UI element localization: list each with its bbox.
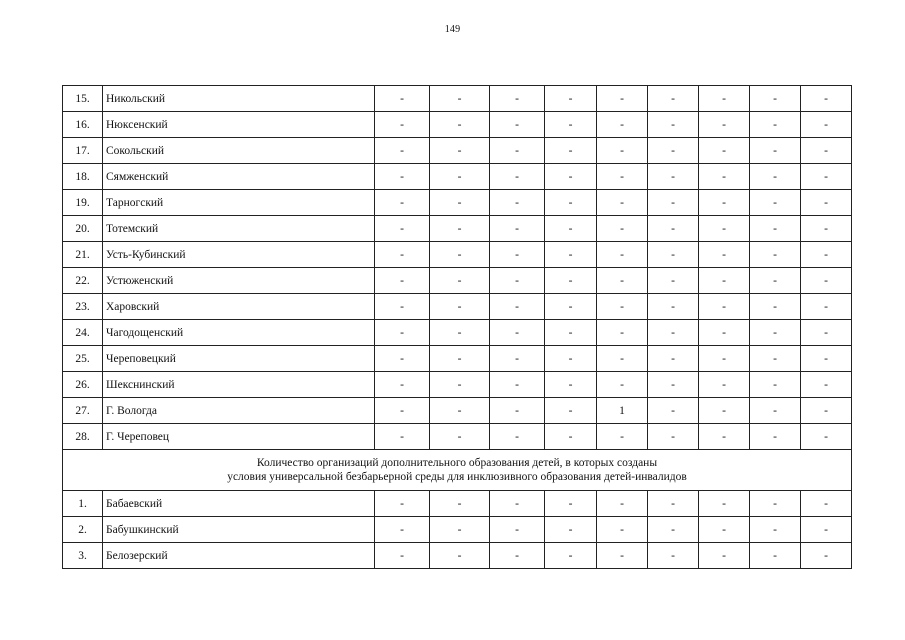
value-cell: - xyxy=(375,543,430,569)
value-cell: - xyxy=(490,543,545,569)
value-cell: - xyxy=(699,543,750,569)
row-number: 17. xyxy=(63,138,103,164)
value-cell: - xyxy=(699,190,750,216)
value-cell: - xyxy=(490,112,545,138)
value-cell: - xyxy=(699,491,750,517)
value-cell: - xyxy=(699,320,750,346)
value-cell: - xyxy=(430,543,490,569)
value-cell: - xyxy=(597,346,648,372)
value-cell: - xyxy=(597,86,648,112)
value-cell: - xyxy=(648,138,699,164)
value-cell: - xyxy=(648,491,699,517)
value-cell: - xyxy=(430,112,490,138)
table-row xyxy=(63,294,852,320)
value-cell: - xyxy=(648,517,699,543)
value-cell: - xyxy=(545,112,597,138)
value-cell: - xyxy=(801,517,852,543)
value-cell: - xyxy=(430,346,490,372)
value-cell: 1 xyxy=(597,398,648,424)
value-cell: - xyxy=(801,242,852,268)
value-cell: - xyxy=(699,86,750,112)
value-cell: - xyxy=(597,216,648,242)
section-header-cell xyxy=(63,450,852,491)
value-cell: - xyxy=(699,242,750,268)
district-name: Г. Вологда xyxy=(103,398,375,424)
district-name: Нюксенский xyxy=(103,112,375,138)
row-number: 21. xyxy=(63,242,103,268)
value-cell: - xyxy=(699,346,750,372)
table-row xyxy=(63,491,852,517)
value-cell: - xyxy=(545,517,597,543)
district-name: Тотемский xyxy=(103,216,375,242)
row-number: 3. xyxy=(63,543,103,569)
value-cell: - xyxy=(801,320,852,346)
district-table xyxy=(62,85,852,569)
value-cell: - xyxy=(597,543,648,569)
value-cell: - xyxy=(430,242,490,268)
value-cell: - xyxy=(375,491,430,517)
district-name: Шекснинский xyxy=(103,372,375,398)
value-cell: - xyxy=(375,398,430,424)
value-cell: - xyxy=(597,138,648,164)
table-body-bottom xyxy=(63,491,852,569)
value-cell: - xyxy=(490,346,545,372)
value-cell: - xyxy=(648,320,699,346)
value-cell: - xyxy=(750,424,801,450)
district-name: Бабушкинский xyxy=(103,517,375,543)
value-cell: - xyxy=(490,398,545,424)
table-row xyxy=(63,543,852,569)
value-cell: - xyxy=(699,294,750,320)
value-cell: - xyxy=(545,164,597,190)
row-number: 18. xyxy=(63,164,103,190)
value-cell: - xyxy=(648,242,699,268)
value-cell: - xyxy=(750,517,801,543)
value-cell: - xyxy=(750,216,801,242)
value-cell: - xyxy=(430,268,490,294)
value-cell: - xyxy=(597,372,648,398)
district-name: Устюженский xyxy=(103,268,375,294)
row-number: 23. xyxy=(63,294,103,320)
value-cell: - xyxy=(375,517,430,543)
value-cell: - xyxy=(597,517,648,543)
value-cell: - xyxy=(750,242,801,268)
value-cell: - xyxy=(648,424,699,450)
value-cell: - xyxy=(699,164,750,190)
value-cell: - xyxy=(490,517,545,543)
value-cell: - xyxy=(597,190,648,216)
value-cell: - xyxy=(648,294,699,320)
row-number: 15. xyxy=(63,86,103,112)
section-header-body xyxy=(63,450,852,491)
value-cell: - xyxy=(597,491,648,517)
value-cell: - xyxy=(375,372,430,398)
value-cell: - xyxy=(490,294,545,320)
value-cell: - xyxy=(801,164,852,190)
value-cell: - xyxy=(648,268,699,294)
value-cell: - xyxy=(801,424,852,450)
value-cell: - xyxy=(750,398,801,424)
value-cell: - xyxy=(699,424,750,450)
value-cell: - xyxy=(375,86,430,112)
value-cell: - xyxy=(430,164,490,190)
value-cell: - xyxy=(490,424,545,450)
value-cell: - xyxy=(430,294,490,320)
value-cell: - xyxy=(801,372,852,398)
value-cell: - xyxy=(545,543,597,569)
table-row xyxy=(63,164,852,190)
value-cell: - xyxy=(648,398,699,424)
value-cell: - xyxy=(430,398,490,424)
row-number: 19. xyxy=(63,190,103,216)
value-cell: - xyxy=(648,216,699,242)
value-cell: - xyxy=(430,372,490,398)
value-cell: - xyxy=(545,346,597,372)
value-cell: - xyxy=(375,190,430,216)
value-cell: - xyxy=(801,491,852,517)
value-cell: - xyxy=(490,138,545,164)
row-number: 22. xyxy=(63,268,103,294)
value-cell: - xyxy=(648,543,699,569)
value-cell: - xyxy=(750,320,801,346)
value-cell: - xyxy=(375,320,430,346)
page-number: 149 xyxy=(444,24,461,35)
district-name: Тарногский xyxy=(103,190,375,216)
value-cell: - xyxy=(490,242,545,268)
district-name: Бабаевский xyxy=(103,491,375,517)
value-cell: - xyxy=(430,517,490,543)
value-cell: - xyxy=(750,294,801,320)
value-cell: - xyxy=(750,164,801,190)
value-cell: - xyxy=(750,112,801,138)
value-cell: - xyxy=(648,346,699,372)
value-cell: - xyxy=(430,491,490,517)
value-cell: - xyxy=(597,242,648,268)
district-name: Г. Череповец xyxy=(103,424,375,450)
section-header-line-2: условия универсальной безбарьерной среды для инклюзивного образования детей-инвалидов xyxy=(227,471,687,483)
row-number: 1. xyxy=(63,491,103,517)
value-cell: - xyxy=(430,424,490,450)
value-cell: - xyxy=(375,138,430,164)
value-cell: - xyxy=(545,242,597,268)
value-cell: - xyxy=(545,216,597,242)
value-cell: - xyxy=(699,138,750,164)
table-row xyxy=(63,320,852,346)
value-cell: - xyxy=(801,346,852,372)
value-cell: - xyxy=(375,164,430,190)
value-cell: - xyxy=(801,216,852,242)
value-cell: - xyxy=(430,86,490,112)
table-row xyxy=(63,346,852,372)
value-cell: - xyxy=(648,190,699,216)
row-number: 24. xyxy=(63,320,103,346)
district-name: Усть-Кубинский xyxy=(103,242,375,268)
value-cell: - xyxy=(597,294,648,320)
section-header-row xyxy=(63,450,852,491)
value-cell: - xyxy=(699,372,750,398)
value-cell: - xyxy=(648,112,699,138)
value-cell: - xyxy=(490,164,545,190)
row-number: 20. xyxy=(63,216,103,242)
value-cell: - xyxy=(375,346,430,372)
table-row xyxy=(63,86,852,112)
value-cell: - xyxy=(545,320,597,346)
table-row xyxy=(63,424,852,450)
district-name: Белозерский xyxy=(103,543,375,569)
value-cell: - xyxy=(801,112,852,138)
value-cell: - xyxy=(375,242,430,268)
table-row xyxy=(63,268,852,294)
value-cell: - xyxy=(597,320,648,346)
value-cell: - xyxy=(545,86,597,112)
value-cell: - xyxy=(490,190,545,216)
value-cell: - xyxy=(750,346,801,372)
value-cell: - xyxy=(750,268,801,294)
value-cell: - xyxy=(375,112,430,138)
value-cell: - xyxy=(750,190,801,216)
value-cell: - xyxy=(750,491,801,517)
value-cell: - xyxy=(699,517,750,543)
value-cell: - xyxy=(597,424,648,450)
value-cell: - xyxy=(801,543,852,569)
value-cell: - xyxy=(801,190,852,216)
row-number: 27. xyxy=(63,398,103,424)
row-number: 26. xyxy=(63,372,103,398)
value-cell: - xyxy=(430,138,490,164)
value-cell: - xyxy=(750,86,801,112)
district-name: Никольский xyxy=(103,86,375,112)
district-name: Сямженский xyxy=(103,164,375,190)
value-cell: - xyxy=(597,268,648,294)
value-cell: - xyxy=(375,268,430,294)
value-cell: - xyxy=(699,112,750,138)
value-cell: - xyxy=(750,372,801,398)
table-row xyxy=(63,138,852,164)
row-number: 25. xyxy=(63,346,103,372)
section-header-line-1: Количество организаций дополнительного образования детей, в которых созданы xyxy=(256,457,658,469)
table-body-top xyxy=(63,86,852,450)
district-name: Череповецкий xyxy=(103,346,375,372)
district-name: Сокольский xyxy=(103,138,375,164)
value-cell: - xyxy=(801,398,852,424)
value-cell: - xyxy=(801,138,852,164)
value-cell: - xyxy=(699,268,750,294)
value-cell: - xyxy=(490,216,545,242)
value-cell: - xyxy=(545,398,597,424)
value-cell: - xyxy=(597,112,648,138)
value-cell: - xyxy=(750,138,801,164)
table-row xyxy=(63,372,852,398)
value-cell: - xyxy=(801,294,852,320)
value-cell: - xyxy=(430,320,490,346)
value-cell: - xyxy=(545,491,597,517)
value-cell: - xyxy=(545,424,597,450)
table-row xyxy=(63,216,852,242)
row-number: 28. xyxy=(63,424,103,450)
value-cell: - xyxy=(375,216,430,242)
table-row xyxy=(63,517,852,543)
value-cell: - xyxy=(545,372,597,398)
value-cell: - xyxy=(545,138,597,164)
value-cell: - xyxy=(490,320,545,346)
value-cell: - xyxy=(545,190,597,216)
table-row xyxy=(63,242,852,268)
value-cell: - xyxy=(375,294,430,320)
value-cell: - xyxy=(648,86,699,112)
district-name: Чагодощенский xyxy=(103,320,375,346)
value-cell: - xyxy=(375,424,430,450)
value-cell: - xyxy=(490,372,545,398)
value-cell: - xyxy=(430,216,490,242)
value-cell: - xyxy=(648,372,699,398)
value-cell: - xyxy=(490,86,545,112)
value-cell: - xyxy=(801,86,852,112)
value-cell: - xyxy=(490,268,545,294)
row-number: 2. xyxy=(63,517,103,543)
value-cell: - xyxy=(545,268,597,294)
value-cell: - xyxy=(545,294,597,320)
value-cell: - xyxy=(750,543,801,569)
value-cell: - xyxy=(597,164,648,190)
value-cell: - xyxy=(490,491,545,517)
district-name: Харовский xyxy=(103,294,375,320)
table-row xyxy=(63,112,852,138)
table-row xyxy=(63,190,852,216)
value-cell: - xyxy=(801,268,852,294)
value-cell: - xyxy=(699,216,750,242)
table-row xyxy=(63,398,852,424)
value-cell: - xyxy=(699,398,750,424)
value-cell: - xyxy=(430,190,490,216)
row-number: 16. xyxy=(63,112,103,138)
value-cell: - xyxy=(648,164,699,190)
